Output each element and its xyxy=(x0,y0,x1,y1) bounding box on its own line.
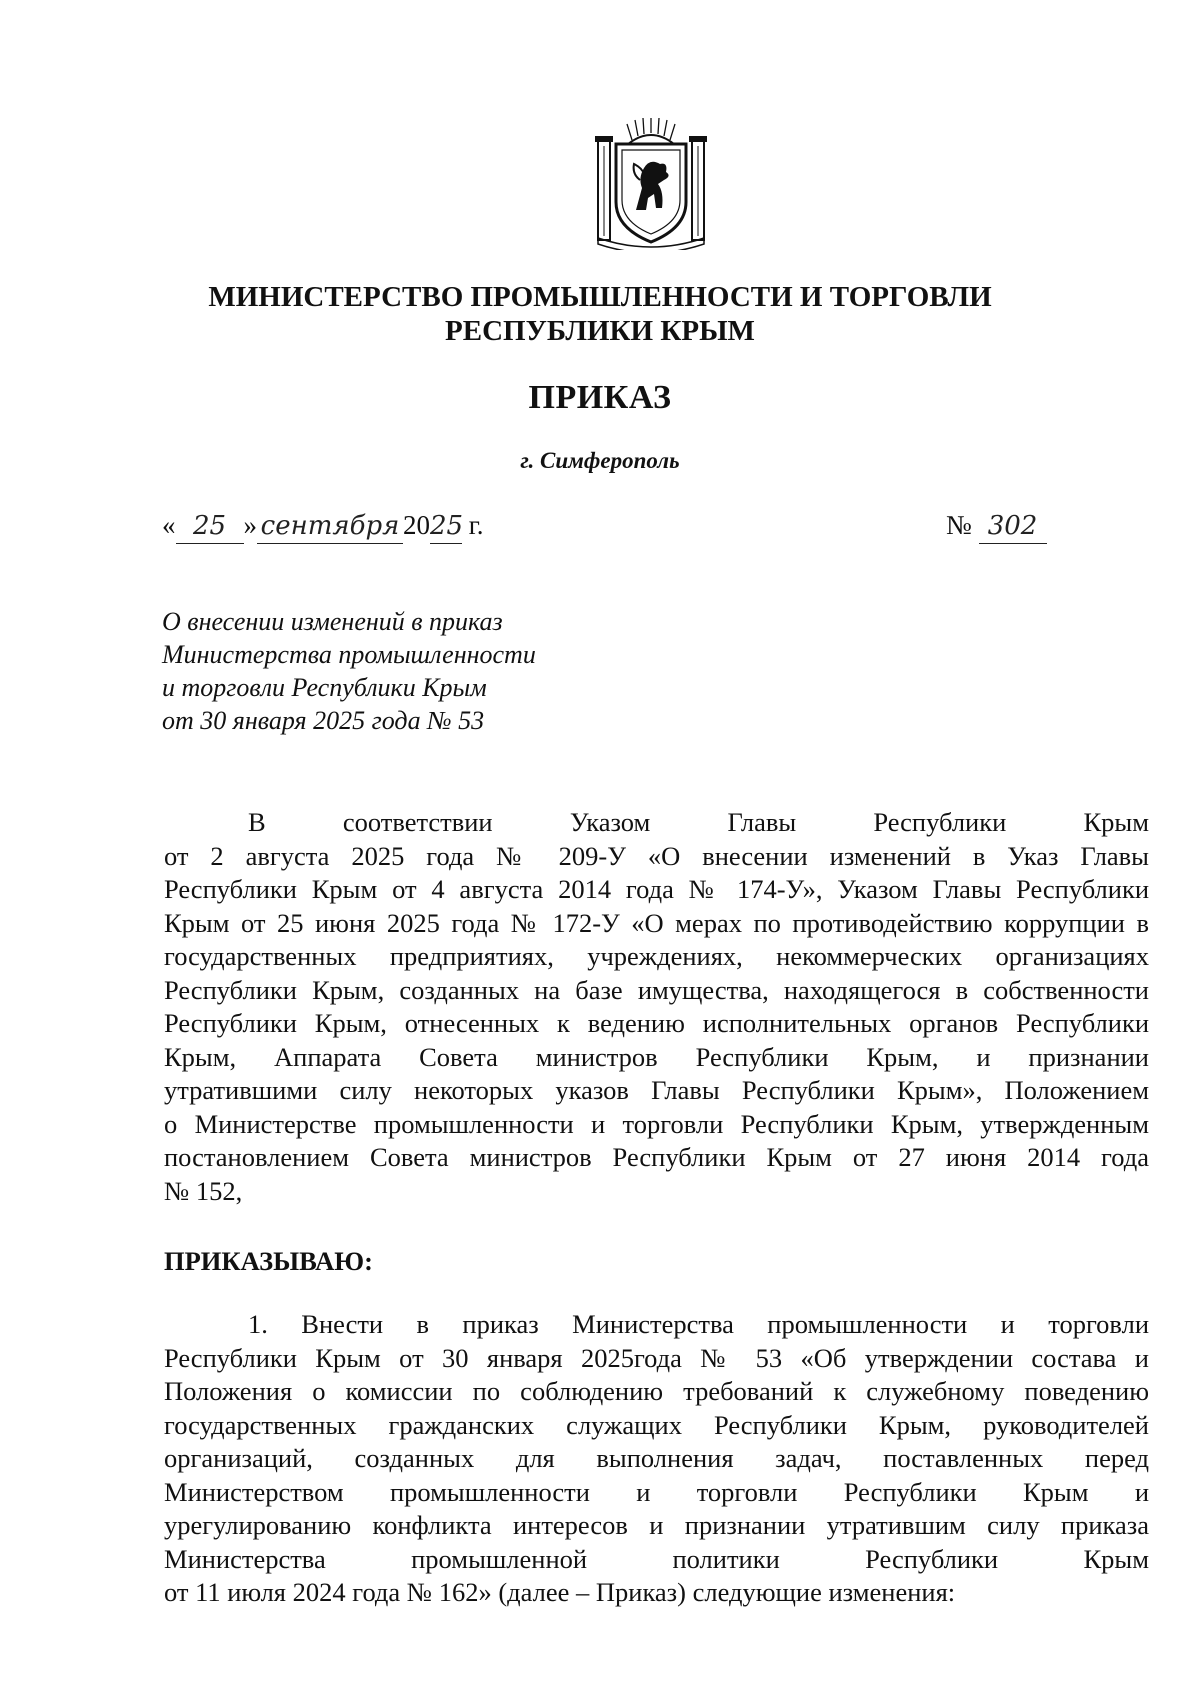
date-year-prefix: 20 xyxy=(403,510,430,540)
crimea-coat-of-arms-icon xyxy=(592,118,710,250)
preamble-line: Крым, Аппарата Совета министров Республики Крым, и признании xyxy=(164,1041,1149,1072)
item-1-line: от 11 июля 2024 года № 162» (далее – Приказ) следующие изменения: xyxy=(164,1577,956,1607)
item-1-paragraph xyxy=(164,1308,1149,1610)
preamble-line: от 2 августа 2025 года № 209-У «О внесении изменений в Указ Главы xyxy=(164,840,1149,871)
issue-city: г. Симферополь xyxy=(520,448,680,473)
preamble-line: о Министерстве промышленности и торговли Республики Крым, утвержденным xyxy=(164,1108,1149,1139)
order-number xyxy=(946,508,1047,544)
preamble-line: № 152, xyxy=(164,1175,243,1206)
date-year-unit: г. xyxy=(468,510,484,540)
preamble-line: В соответствии Указом Главы Республики Крым xyxy=(248,807,1149,837)
date-close-quote: » xyxy=(243,510,257,540)
order-date xyxy=(162,508,484,544)
subject-line: О внесении изменений в приказ xyxy=(162,607,503,636)
subject-line: от 30 января 2025 года № 53 xyxy=(162,706,485,735)
date-month-handwritten: сентября xyxy=(257,509,403,544)
item-1-line: 1. Внести в приказ Министерства промышленности и торговли xyxy=(248,1309,1149,1339)
date-year-handwritten: 25 xyxy=(430,509,462,544)
order-subject xyxy=(162,605,536,737)
preamble-line: государственных предприятиях, учреждениях, некоммерческих организациях xyxy=(164,941,1149,971)
ministry-name-line1: МИНИСТЕРСТВО ПРОМЫШЛЕННОСТИ И ТОРГОВЛИ xyxy=(208,281,992,313)
date-day-handwritten: 25 xyxy=(176,509,244,544)
item-1-line: Министерства промышленной политики Республики Крым xyxy=(164,1543,1149,1574)
ministry-name-line2: РЕСПУБЛИКИ КРЫМ xyxy=(445,315,755,347)
preamble-line: Республики Крым, созданных на базе имущества, находящегося в собственности xyxy=(164,974,1149,1005)
item-1-line: Республики Крым от 30 января 2025года № 53 «Об утверждении состава и xyxy=(164,1342,1149,1373)
preamble-line: постановлением Совета министров Республики Крым от 27 июня 2014 года xyxy=(164,1142,1149,1172)
subject-line: Министерства промышленности xyxy=(162,640,536,669)
preamble-line: Крым от 25 июня 2025 года № 172-У «О мерах по противодействию коррупции в xyxy=(164,907,1149,938)
order-command-heading: ПРИКАЗЫВАЮ: xyxy=(164,1246,373,1276)
preamble-paragraph xyxy=(164,806,1149,1208)
item-1-line: Министерством промышленности и торговли Республики Крым и xyxy=(164,1476,1149,1507)
number-sign: № xyxy=(946,510,972,540)
order-number-handwritten: 302 xyxy=(979,509,1047,544)
preamble-line: Республики Крым от 4 августа 2014 года № 174-У», Указом Главы Республики xyxy=(164,874,1149,904)
item-1-line: урегулированию конфликта интересов и признании утратившим силу приказа xyxy=(164,1510,1149,1540)
item-1-line: Положения о комиссии по соблюдению требований к служебному поведению xyxy=(164,1376,1149,1406)
item-1-line: государственных гражданских служащих Республики Крым, руководителей xyxy=(164,1409,1149,1440)
item-1-line: организаций, созданных для выполнения задач, поставленных перед xyxy=(164,1443,1149,1473)
preamble-line: Республики Крым, отнесенных к ведению исполнительных органов Республики xyxy=(164,1008,1149,1038)
subject-line: и торговли Республики Крым xyxy=(162,673,487,702)
document-type-title: ПРИКАЗ xyxy=(528,379,672,416)
date-open-quote: « xyxy=(162,510,176,540)
preamble-line: утратившими силу некоторых указов Главы Республики Крым», Положением xyxy=(164,1075,1149,1105)
